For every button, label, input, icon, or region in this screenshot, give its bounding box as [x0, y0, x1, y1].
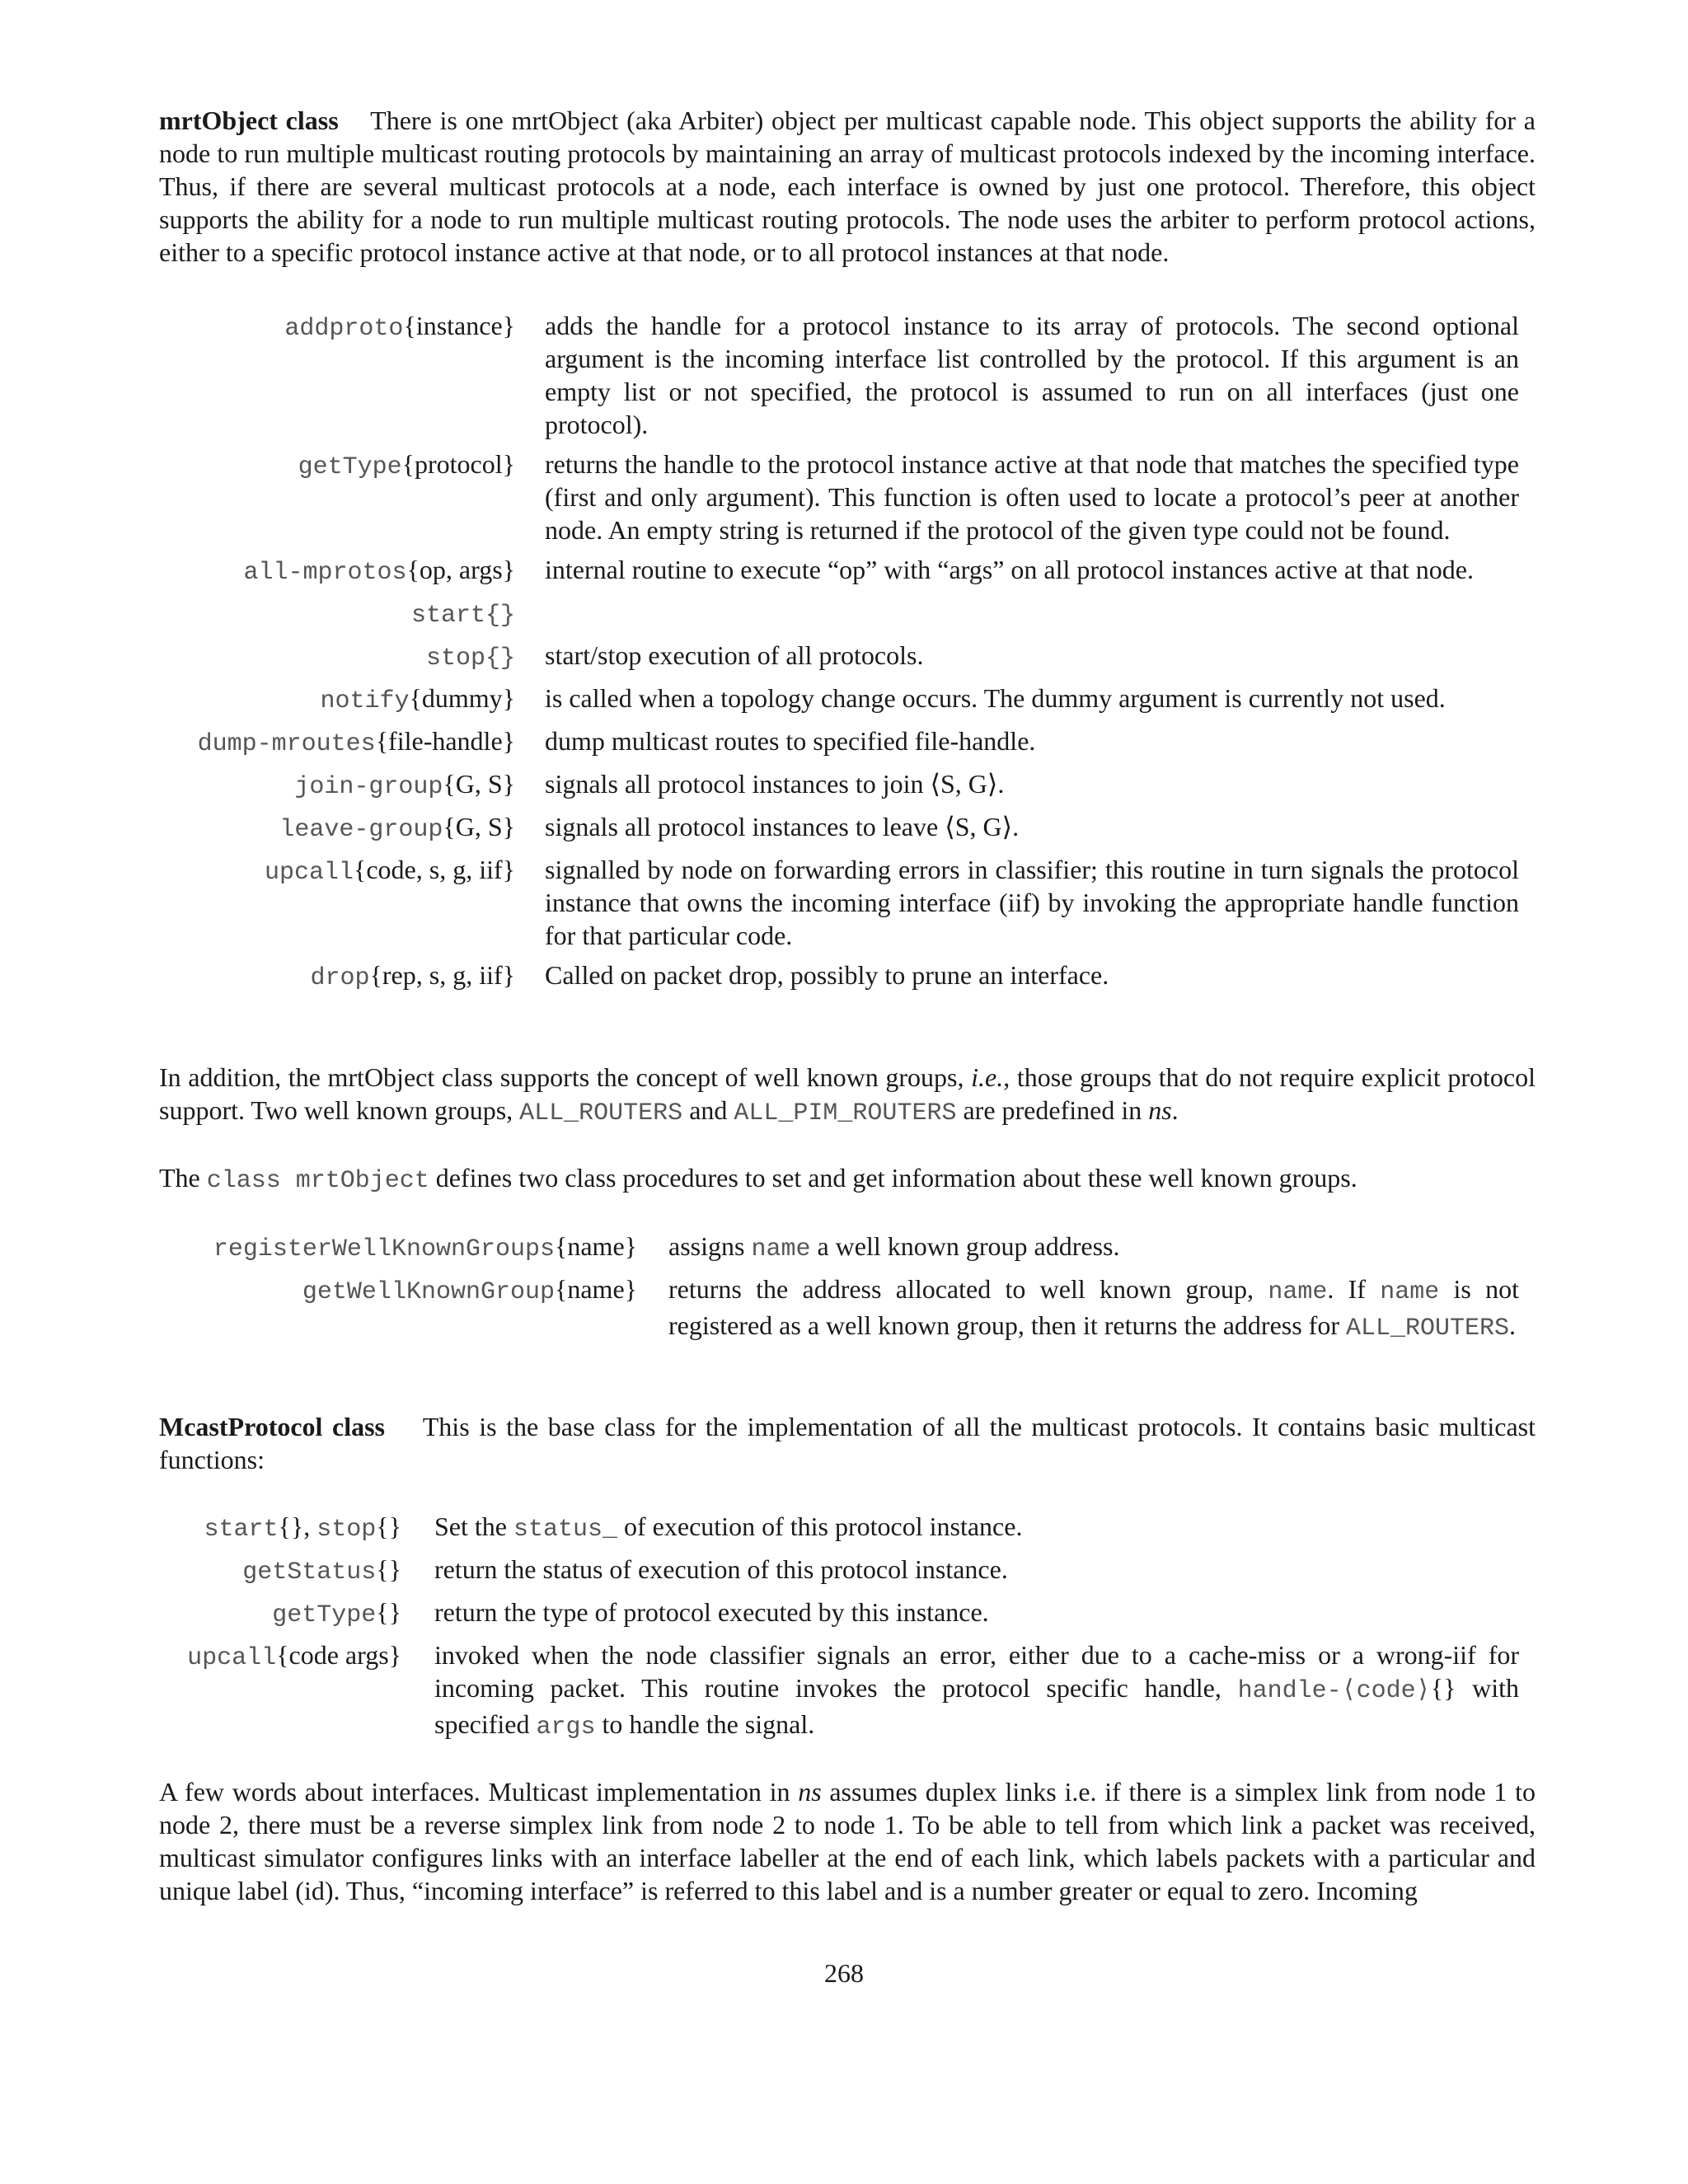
- mrt-intro-text: There is one mrtObject (aka Arbiter) object per multicast capable node. This object supports the ability for a node to run multiple multicast routing protocols by maintaining an array of multicast protocols indexed by the incoming interface. Thus, if there are several multicast protocols at a node, each interface is owned by just one protocol. Therefore, this object supports the ability for a node to run multiple multicast routing protocols. The node uses the arbiter to perform protocol actions, either to a specific protocol instance active at that node, or to all protocol instances at that node.: [159, 105, 1536, 267]
- method-desc: [545, 596, 1519, 632]
- method-term: getStatus{}: [242, 1554, 401, 1586]
- class-procedures-paragraph: The class mrtObject defines two class procedures to set and get information about these well known groups.: [159, 1163, 1357, 1195]
- method-term: addproto{instance}: [284, 311, 515, 343]
- method-term: leave-group{G, S}: [279, 812, 515, 844]
- mcast-heading: McastProtocol class: [159, 1412, 386, 1441]
- method-desc: return the status of execution of this protocol instance.: [434, 1554, 1008, 1584]
- method-term: start{}: [410, 602, 515, 630]
- method-term: getWellKnownGroup{name}: [302, 1274, 637, 1306]
- method-desc: assigns name a well known group address.: [668, 1231, 1120, 1263]
- well-known-methods-list: [159, 1230, 1519, 1352]
- page-number: 268: [824, 1958, 864, 1988]
- method-term: notify{dummy}: [320, 683, 515, 715]
- well-known-paragraph: In addition, the mrtObject class supports the concept of well known groups, i.e., those groups that do not require explicit protocol support. Two well known groups, ALL_ROUTERS and ALL_PIM_ROUTERS are predefined in ns.: [159, 1062, 1536, 1127]
- method-row-drop: [159, 958, 1519, 995]
- method-desc: returns the address allocated to well known group, name. If name is not registered as a well known group, then it returns the address for ALL_ROUTERS.: [668, 1274, 1520, 1343]
- mcast-intro-text: This is the base class for the implementation of all the multicast protocols. It contains basic multicast functions:: [159, 1412, 1536, 1474]
- method-desc: adds the handle for a protocol instance to its array of protocols. The second optional argument is the incoming interface list controlled by the protocol. If this argument is an empty list or not specified, the protocol is assumed to run on all interfaces (just one protocol).: [545, 311, 1519, 439]
- method-desc: signals all protocol instances to leave ⟨S, G⟩.: [545, 812, 1020, 841]
- method-desc: Set the status_ of execution of this protocol instance.: [434, 1511, 1023, 1544]
- method-row-upcall: [159, 853, 1519, 952]
- method-desc: dump multicast routes to specified file-handle.: [545, 726, 1036, 756]
- method-term: stop{}: [425, 644, 515, 673]
- method-term: drop{rep, s, g, iif}: [310, 960, 515, 992]
- method-row-gettype: [159, 448, 1519, 546]
- method-term: start{}, stop{}: [204, 1511, 401, 1544]
- method-row-addproto: [159, 309, 1519, 441]
- method-row-leave-group: [159, 810, 1519, 846]
- method-desc: invoked when the node classifier signals an error, either due to a cache-miss or a wrong-iif for incoming packet. This routine invokes the protocol specific handle, handle-⟨code⟩{} with specified args to handle the signal.: [434, 1640, 1520, 1741]
- mcast-methods-list: [159, 1510, 1519, 1750]
- method-row-start: [159, 596, 1519, 632]
- method-desc: is called when a topology change occurs. The dummy argument is currently not used.: [545, 683, 1446, 713]
- method-desc: return the type of protocol executed by this instance.: [434, 1597, 989, 1627]
- method-row-join-group: [159, 767, 1519, 804]
- interfaces-paragraph: A few words about interfaces. Multicast implementation in ns assumes duplex links i.e. if there is a simplex link from node 1 to node 2, there must be a reverse simplex link from node 2 to node 1. To be able to tell from which link a packet was received, multicast simulator configures links with an interface labeller at the end of each link, which labels packets with a particular and unique label (id). Thus, “incoming interface” is referred to this label and is a number greater or equal to zero. Incoming: [159, 1777, 1536, 1905]
- method-row-gettype-mcast: [159, 1596, 1519, 1632]
- method-term: registerWellKnownGroups{name}: [213, 1231, 637, 1263]
- method-term: join-group{G, S}: [294, 769, 515, 801]
- method-desc: signalled by node on forwarding errors in classifier; this routine in turn signals the protocol instance that owns the incoming interface (iif) by invoking the appropriate handle function for that particular code.: [545, 855, 1519, 950]
- mcast-intro-paragraph: [159, 1410, 1536, 1476]
- method-row-upcall-mcast: [159, 1638, 1519, 1744]
- mrt-methods-list: [159, 309, 1519, 1001]
- method-term: getType{protocol}: [298, 449, 515, 481]
- method-desc: Called on packet drop, possibly to prune an interface.: [545, 960, 1109, 990]
- method-term: upcall{code args}: [187, 1640, 401, 1672]
- method-row-getwellknowngroup: [159, 1272, 1519, 1345]
- method-row-stop: [159, 639, 1519, 675]
- method-row-notify: [159, 682, 1519, 718]
- method-desc: start/stop execution of all protocols.: [545, 640, 924, 670]
- method-row-dump-mroutes: [159, 724, 1519, 761]
- mrt-heading: mrtObject class: [159, 105, 339, 135]
- method-term: all-mprotos{op, args}: [243, 555, 515, 587]
- method-desc: returns the handle to the protocol instance active at that node that matches the specified type (first and only argument). This function is often used to locate a protocol’s peer at another node. An empty string is returned if the protocol of the given type could not be found.: [545, 449, 1519, 545]
- method-row-start-stop: [159, 1510, 1519, 1546]
- method-row-all-mprotos: [159, 553, 1519, 589]
- method-row-getstatus: [159, 1553, 1519, 1589]
- method-term: dump-mroutes{file-handle}: [197, 726, 515, 758]
- method-desc: signals all protocol instances to join ⟨S, G⟩.: [545, 769, 1005, 799]
- method-term: upcall{code, s, g, iif}: [264, 855, 515, 887]
- method-desc: internal routine to execute “op” with “args” on all protocol instances active at that node.: [545, 555, 1474, 584]
- method-term: getType{}: [272, 1597, 401, 1629]
- method-row-registerwellknowngroups: [159, 1230, 1519, 1266]
- mrt-intro-paragraph: [159, 104, 1536, 269]
